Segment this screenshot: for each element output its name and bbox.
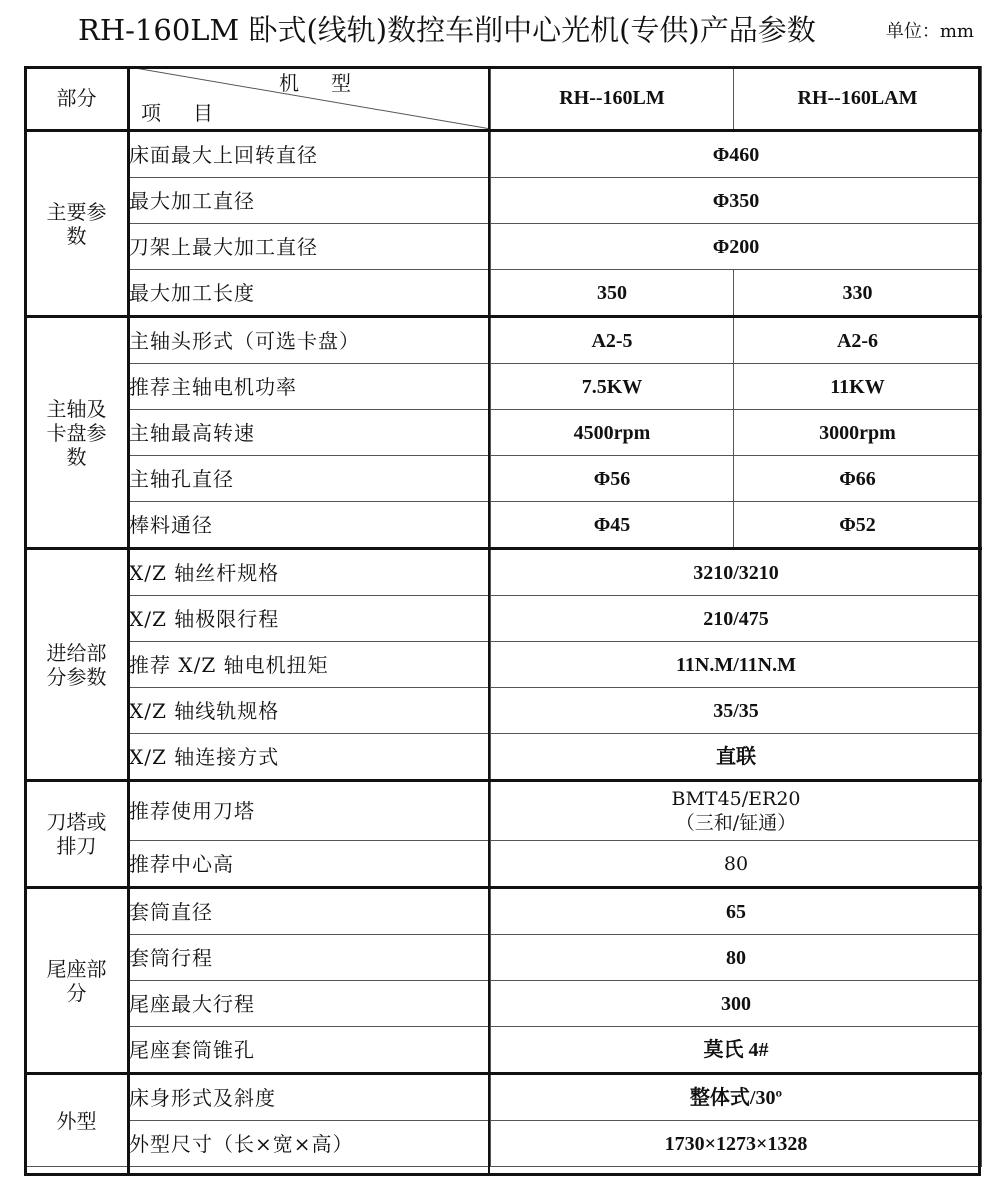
spec-row — [25, 364, 982, 410]
spec-value-model-2: 330 — [734, 270, 982, 317]
spec-value-model-1: 350 — [491, 270, 734, 317]
spec-item-name: 主轴最高转速 — [129, 410, 491, 456]
header-diagonal-cell — [129, 67, 491, 131]
spec-row — [25, 317, 982, 364]
spec-item-name: 床面最大上回转直径 — [129, 131, 491, 178]
spec-row — [25, 224, 982, 270]
header-item-label: 项 目 — [141, 101, 219, 125]
spec-item-name: 套筒直径 — [129, 888, 491, 935]
spec-item-name: 推荐 X/Z 轴电机扭矩 — [129, 642, 491, 688]
spec-row — [25, 131, 982, 178]
spec-value-shared: 整体式/30º — [491, 1074, 982, 1121]
spec-row — [25, 642, 982, 688]
part-label-line: 分 — [66, 980, 87, 1005]
spec-value-model-2: Φ52 — [734, 502, 982, 549]
part-label-line: 数 — [66, 223, 87, 248]
spec-value-model-2: A2-6 — [734, 317, 982, 364]
spec-item-name: 推荐主轴电机功率 — [129, 364, 491, 410]
spec-item-name: 外型尺寸（长×宽×高） — [129, 1121, 491, 1167]
spec-row — [25, 688, 982, 734]
spec-item-name: X/Z 轴丝杆规格 — [129, 549, 491, 596]
spec-item-name: 主轴孔直径 — [129, 456, 491, 502]
spec-row — [25, 1074, 982, 1121]
section-part-label — [25, 317, 129, 549]
spec-item-name: 刀架上最大加工直径 — [129, 224, 491, 270]
spec-table — [24, 66, 982, 1167]
spec-value-model-2: 11KW — [734, 364, 982, 410]
spec-value-model-2: 3000rpm — [734, 410, 982, 456]
part-label-line: 卡盘参 — [46, 420, 107, 445]
spec-item-name: X/Z 轴线轨规格 — [129, 688, 491, 734]
spec-item-name: 床身形式及斜度 — [129, 1074, 491, 1121]
document-title: RH-160LM 卧式(线轨)数控车削中心光机(专供)产品参数 — [78, 13, 816, 47]
spec-value-shared: 65 — [491, 888, 982, 935]
header-model-2: RH--160LAM — [734, 67, 982, 131]
part-label-line: 分参数 — [46, 664, 107, 689]
spec-value-model-1: 7.5KW — [491, 364, 734, 410]
spec-row — [25, 888, 982, 935]
header-row — [25, 67, 982, 131]
spec-item-name: 推荐使用刀塔 — [129, 781, 491, 841]
spec-item-name: 最大加工长度 — [129, 270, 491, 317]
spec-value-model-1: Φ56 — [491, 456, 734, 502]
unit-label: 单位：mm — [885, 21, 974, 42]
spec-value-shared: Φ460 — [491, 131, 982, 178]
spec-row — [25, 502, 982, 549]
spec-item-name: 尾座最大行程 — [129, 981, 491, 1027]
part-label-line: 主轴及 — [46, 396, 107, 421]
spec-row — [25, 549, 982, 596]
part-label-line: 进给部 — [46, 640, 107, 665]
header-model-label: 机 型 — [279, 71, 357, 95]
spec-value-model-1: 4500rpm — [491, 410, 734, 456]
spec-value-shared: 300 — [491, 981, 982, 1027]
spec-row — [25, 734, 982, 781]
spec-value-model-1: A2-5 — [491, 317, 734, 364]
section-part-label — [25, 549, 129, 781]
spec-row — [25, 1121, 982, 1167]
spec-value-shared: 莫氏 4# — [491, 1027, 982, 1074]
spec-item-name: X/Z 轴极限行程 — [129, 596, 491, 642]
part-label-line: 尾座部 — [46, 956, 107, 981]
spec-value-shared: 3210/3210 — [491, 549, 982, 596]
header-part: 部分 — [25, 67, 129, 131]
spec-value-shared: 210/475 — [491, 596, 982, 642]
part-label-line: 刀塔或 — [46, 810, 107, 834]
section-part-label — [25, 888, 129, 1074]
spec-value-shared: 直联 — [491, 734, 982, 781]
spec-item-name: 棒料通径 — [129, 502, 491, 549]
part-label-line: 主要参 — [46, 199, 107, 224]
section-part-label — [25, 1074, 129, 1167]
spec-item-name: X/Z 轴连接方式 — [129, 734, 491, 781]
spec-value-shared: 1730×1273×1328 — [491, 1121, 982, 1167]
spec-value-line: BMT45/ER20 — [671, 788, 801, 810]
spec-row — [25, 935, 982, 981]
spec-row — [25, 178, 982, 224]
part-label-line: 排刀 — [56, 834, 97, 858]
spec-row — [25, 596, 982, 642]
spec-value-model-1: Φ45 — [491, 502, 734, 549]
spec-row — [25, 781, 982, 841]
spec-row — [25, 981, 982, 1027]
spec-item-name: 主轴头形式（可选卡盘） — [129, 317, 491, 364]
spec-row — [25, 1027, 982, 1074]
spec-row — [25, 456, 982, 502]
spec-item-name: 套筒行程 — [129, 935, 491, 981]
spec-value-shared: Φ200 — [491, 224, 982, 270]
spec-row — [25, 270, 982, 317]
part-label-line: 外型 — [56, 1108, 97, 1133]
spec-value-model-2: Φ66 — [734, 456, 982, 502]
spec-value-shared: 80 — [491, 841, 982, 888]
spec-item-name: 尾座套筒锥孔 — [129, 1027, 491, 1074]
spec-value-shared — [491, 781, 982, 841]
spec-value-shared: 80 — [491, 935, 982, 981]
header-model-1: RH--160LM — [491, 67, 734, 131]
section-part-label — [25, 781, 129, 888]
spec-value-line: （三和/钲通） — [675, 812, 797, 834]
spec-value-shared: 35/35 — [491, 688, 982, 734]
spec-item-name: 推荐中心高 — [129, 841, 491, 888]
part-label-line: 数 — [66, 444, 87, 469]
spec-item-name: 最大加工直径 — [129, 178, 491, 224]
spec-value-shared: Φ350 — [491, 178, 982, 224]
section-part-label — [25, 131, 129, 317]
spec-row — [25, 841, 982, 888]
spec-value-shared: 11N.M/11N.M — [491, 642, 982, 688]
spec-row — [25, 410, 982, 456]
